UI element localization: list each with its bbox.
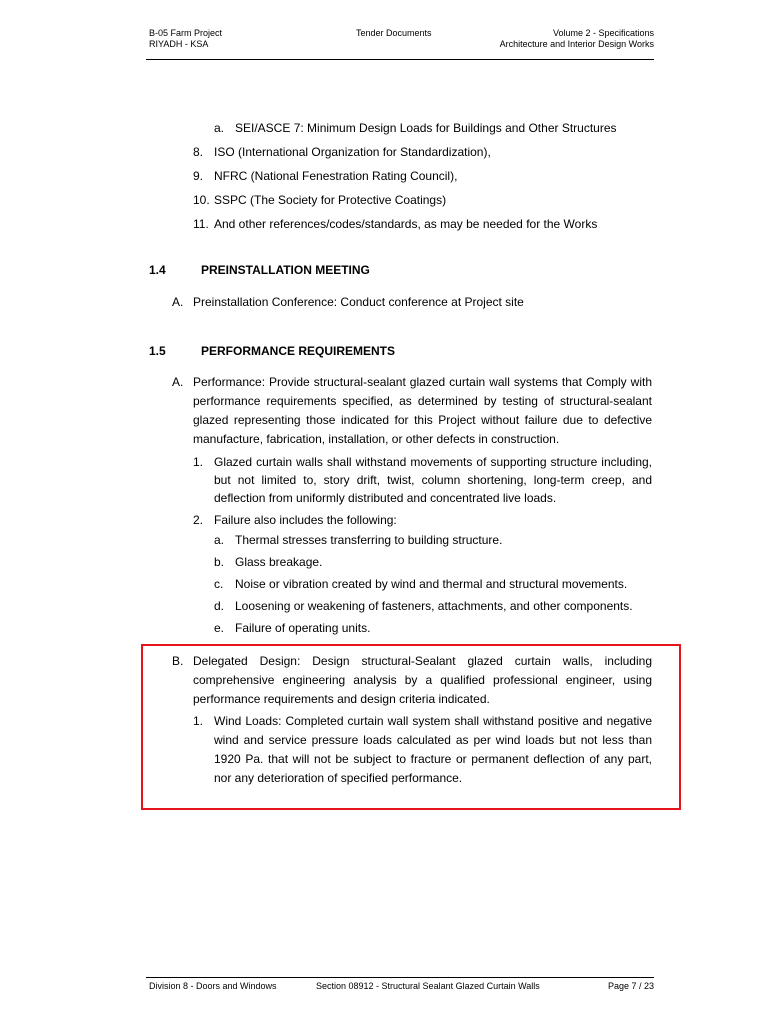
failure-text-b: Glass breakage. (235, 555, 323, 569)
failure-num-a: a. (214, 533, 225, 547)
section-1-4-a-num: A. (172, 295, 184, 309)
section-1-4-a-text: Preinstallation Conference: Conduct conference at Project site (193, 295, 524, 309)
wind-loads-text: Wind Loads: Completed curtain wall system shall withstand positive and negative wind and service pressure loads calculated as per wind loads but not less than 1920 Pa. that will not be subject to fracture or permanent deflection of any part, nor any deterioration of specified performance. (214, 714, 652, 785)
delegated-b-num: B. (172, 654, 184, 668)
header-rule (146, 59, 654, 60)
ref-num-11: 11. (193, 217, 209, 231)
ref-num-a: a. (214, 121, 225, 135)
failure-num-d: d. (214, 599, 225, 613)
section-1-4-number: 1.4 (149, 263, 166, 277)
header-doc-type: Tender Documents (356, 28, 432, 38)
footer-division: Division 8 - Doors and Windows (149, 981, 277, 991)
failure-text-a: Thermal stresses transferring to building structure. (235, 533, 503, 547)
header-project (149, 28, 222, 50)
ref-text-10: SSPC (The Society for Protective Coatings) (214, 193, 447, 207)
ref-text-a: SEI/ASCE 7: Minimum Design Loads for Buildings and Other Structures (235, 121, 617, 135)
ref-text-8: ISO (International Organization for Standardization), (214, 145, 491, 159)
header-volume-title: Volume 2 - Specifications (552, 28, 654, 38)
header-volume (500, 28, 654, 50)
delegated-b-text: Delegated Design: Design structural-Sealant glazed curtain walls, including comprehensive engineering analysis by a qualified professional engineer, using performance requirements and design criteria indicated. (193, 654, 652, 706)
perf-1-num: 1. (193, 455, 204, 469)
section-1-5-number: 1.5 (149, 344, 166, 358)
perf-a-num: A. (172, 375, 184, 389)
ref-num-10: 10. (193, 193, 210, 207)
perf-1-text: Glazed curtain walls shall withstand movements of supporting structure including, but not limited to, story drift, twist, column shortening, long-term creep, and deflection from uniformly distributed and concentrated live loads. (214, 455, 652, 505)
header-location: RIYADH - KSA (149, 39, 209, 49)
perf-2-num: 2. (193, 513, 204, 527)
section-1-4-title: PREINSTALLATION MEETING (201, 263, 370, 277)
failure-num-c: c. (214, 577, 224, 591)
perf-2-text: Failure also includes the following: (214, 513, 397, 527)
section-1-5-title: PERFORMANCE REQUIREMENTS (201, 344, 396, 358)
ref-num-9: 9. (193, 169, 204, 183)
ref-text-9: NFRC (National Fenestration Rating Council), (214, 169, 458, 183)
failure-text-c: Noise or vibration created by wind and thermal and structural movements. (235, 577, 628, 591)
footer-section: Section 08912 - Structural Sealant Glazed Curtain Walls (316, 981, 540, 991)
header-project-name: B-05 Farm Project (149, 28, 223, 38)
header-volume-subtitle: Architecture and Interior Design Works (499, 39, 654, 49)
failure-num-b: b. (214, 555, 225, 569)
failure-text-e: Failure of operating units. (235, 621, 371, 635)
ref-text-11: And other references/codes/standards, as may be needed for the Works (214, 217, 598, 231)
failure-num-e: e. (214, 621, 225, 635)
perf-a-text: Performance: Provide structural-sealant glazed curtain wall systems that Comply with performance requirements specified, as determined by testing of structural-sealant glazed representing those indicated for this Project without failure due to defective manufacture, fabrication, installation, or other defects in construction. (193, 375, 652, 446)
wind-loads-num: 1. (193, 714, 204, 728)
footer-page-number: Page 7 / 23 (607, 981, 654, 991)
failure-text-d: Loosening or weakening of fasteners, attachments, and other components. (235, 599, 633, 613)
ref-num-8: 8. (193, 145, 204, 159)
footer-rule (146, 977, 654, 978)
